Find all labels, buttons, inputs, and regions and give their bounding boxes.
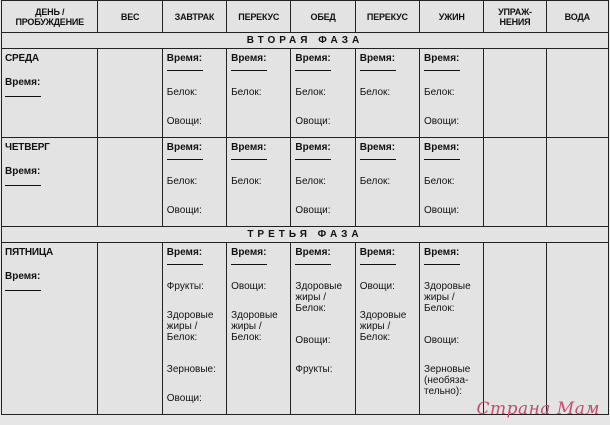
wake-time-line: [5, 185, 41, 186]
protein-label: Белок:: [166, 87, 198, 98]
snack-2-cell[interactable]: [355, 49, 419, 138]
meal-time-label: Время:: [231, 53, 267, 64]
weight-cell[interactable]: [98, 138, 162, 227]
header-exercise: УПРАЖ-НЕНИЯ: [484, 1, 546, 33]
day-row-friday: [2, 243, 609, 415]
dinner-cell[interactable]: [420, 243, 484, 415]
meal-time-line: [231, 70, 267, 71]
veg-label: Овощи:: [295, 116, 331, 127]
day-row-wednesday: [2, 49, 609, 138]
meal-time-line: [231, 159, 267, 160]
meal-time-label: Время:: [166, 247, 203, 258]
header-dinner: УЖИН: [420, 1, 484, 33]
fruit-label: Фрукты:: [166, 281, 204, 292]
protein-label: Белок:: [295, 176, 326, 187]
meal-time-label: Время:: [295, 53, 331, 64]
header-day: ДЕНЬ / ПРОБУЖДЕНИЕ: [2, 1, 98, 33]
protein-label: Белок:: [359, 87, 391, 98]
meal-time-label: Время:: [359, 142, 396, 153]
veg-label: Овощи:: [424, 335, 460, 346]
meal-time-line: [424, 159, 460, 160]
meal-time-label: Время:: [295, 142, 331, 153]
water-cell[interactable]: [546, 138, 608, 227]
day-name: ПЯТНИЦА: [5, 247, 54, 258]
wake-time-line: [5, 290, 41, 291]
water-cell[interactable]: [546, 49, 608, 138]
veg-label: Овощи:: [231, 281, 267, 292]
veg-label: Овощи:: [166, 116, 202, 127]
meal-plan-table: [1, 0, 609, 415]
veg-label: Овощи:: [295, 205, 331, 216]
exercise-cell[interactable]: [484, 243, 546, 415]
header-row: [2, 1, 609, 33]
grains-label: Зерновые:: [166, 364, 216, 375]
meal-time-line: [295, 264, 331, 265]
header-water: ВОДА: [546, 1, 608, 33]
header-weight: ВЕС: [98, 1, 162, 33]
meal-time-line: [167, 70, 203, 71]
day-cell: [2, 138, 98, 227]
meal-time-label: Время:: [424, 53, 460, 64]
breakfast-cell[interactable]: [162, 243, 226, 415]
lunch-cell[interactable]: [291, 49, 355, 138]
day-name: ЧЕТВЕРГ: [5, 142, 50, 153]
fats-protein-label: Здоровые жиры / Белок:: [295, 281, 343, 314]
fats-protein-label: Здоровые жиры / Белок:: [166, 310, 214, 343]
day-cell: [2, 49, 98, 138]
veg-label: Овощи:: [166, 205, 202, 216]
wake-time-label: Время:: [5, 271, 41, 282]
protein-label: Белок:: [424, 87, 455, 98]
protein-label: Белок:: [231, 87, 262, 98]
wake-time-label: Время:: [5, 77, 41, 88]
protein-label: Белок:: [166, 176, 198, 187]
wake-time-line: [5, 96, 41, 97]
fats-protein-label: Здоровые жиры / Белок:: [359, 310, 407, 343]
meal-time-line: [360, 264, 396, 265]
meal-time-line: [167, 264, 203, 265]
meal-time-label: Время:: [231, 247, 267, 258]
header-lunch: ОБЕД: [291, 1, 355, 33]
lunch-cell[interactable]: [291, 243, 355, 415]
veg-label: Овощи:: [359, 281, 395, 292]
protein-label: Белок:: [424, 176, 455, 187]
meal-time-line: [295, 70, 331, 71]
protein-label: Белок:: [231, 176, 262, 187]
meal-time-line: [424, 264, 460, 265]
snack-2-cell[interactable]: [355, 243, 419, 415]
snack-1-cell[interactable]: [227, 49, 291, 138]
snack-1-cell[interactable]: [227, 243, 291, 415]
meal-time-line: [360, 159, 396, 160]
dinner-cell[interactable]: [420, 49, 484, 138]
meal-time-label: Время:: [166, 142, 203, 153]
phase-3-title: ТРЕТЬЯ ФАЗА: [2, 227, 609, 243]
phase-2-row: [2, 33, 609, 49]
veg-label: Овощи:: [424, 205, 460, 216]
meal-time-label: Время:: [166, 53, 203, 64]
exercise-cell[interactable]: [484, 138, 546, 227]
watermark-logo: Страна Мам: [476, 399, 600, 419]
water-cell[interactable]: [546, 243, 608, 415]
lunch-cell[interactable]: [291, 138, 355, 227]
weight-cell[interactable]: [98, 49, 162, 138]
protein-label: Белок:: [359, 176, 391, 187]
phase-3-row: [2, 227, 609, 243]
meal-time-label: Время:: [295, 247, 331, 258]
veg-label: Овощи:: [295, 335, 331, 346]
dinner-cell[interactable]: [420, 138, 484, 227]
meal-time-label: Время:: [424, 247, 460, 258]
meal-time-line: [295, 159, 331, 160]
header-snack-2: ПЕРЕКУС: [355, 1, 419, 33]
day-name: СРЕДА: [5, 53, 39, 64]
snack-1-cell[interactable]: [227, 138, 291, 227]
snack-2-cell[interactable]: [355, 138, 419, 227]
meal-time-line: [360, 70, 396, 71]
breakfast-cell[interactable]: [162, 138, 226, 227]
meal-time-label: Время:: [231, 142, 267, 153]
weight-cell[interactable]: [98, 243, 162, 415]
grains-optional-label: Зерновые (необяза-тельно):: [424, 364, 471, 397]
meal-time-label: Время:: [359, 53, 396, 64]
meal-time-label: Время:: [359, 247, 396, 258]
fats-protein-label: Здоровые жиры / Белок:: [231, 310, 278, 343]
wake-time-label: Время:: [5, 166, 41, 177]
meal-time-line: [231, 264, 267, 265]
veg-label: Овощи:: [166, 393, 202, 404]
meal-time-line: [424, 70, 460, 71]
meal-time-line: [167, 159, 203, 160]
veg-label: Овощи:: [424, 116, 460, 127]
meal-time-label: Время:: [424, 142, 460, 153]
fruit-label: Фрукты:: [295, 364, 333, 375]
phase-2-title: ВТОРАЯ ФАЗА: [2, 33, 609, 49]
header-snack-1: ПЕРЕКУС: [227, 1, 291, 33]
fats-protein-label: Здоровые жиры / Белок:: [424, 281, 471, 314]
breakfast-cell[interactable]: [162, 49, 226, 138]
header-breakfast: ЗАВТРАК: [162, 1, 226, 33]
day-row-thursday: [2, 138, 609, 227]
day-cell: [2, 243, 98, 415]
exercise-cell[interactable]: [484, 49, 546, 138]
protein-label: Белок:: [295, 87, 326, 98]
